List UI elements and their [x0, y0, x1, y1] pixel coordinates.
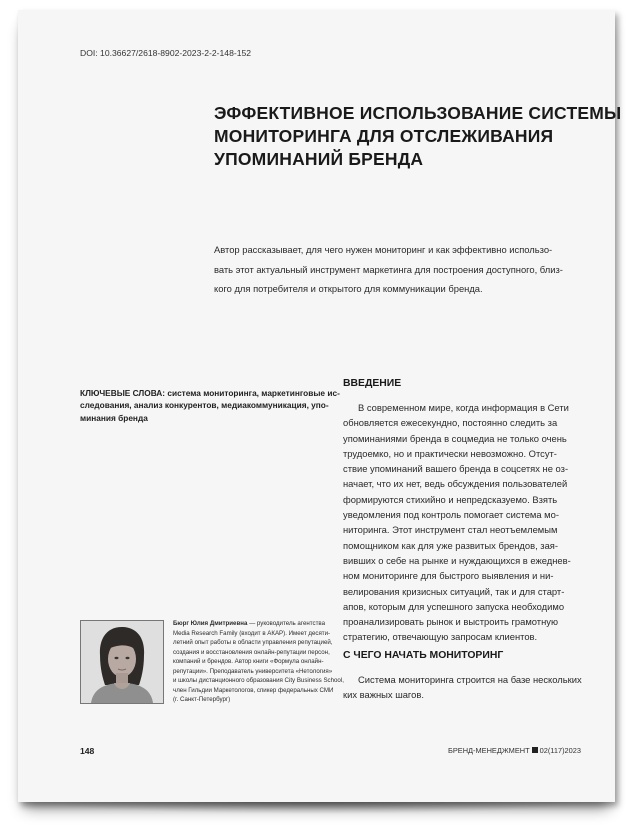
title-line: УПОМИНАНИЙ БРЕНДА: [214, 149, 424, 169]
title-line: ЭФФЕКТИВНОЕ ИСПОЛЬЗОВАНИЕ СИСТЕМЫ: [214, 103, 622, 123]
author-bio-line: (г. Санкт-Петербург): [173, 696, 231, 704]
body-line: вивших о себе на рынке и нуждающихся в ежеднев-: [343, 554, 571, 566]
body-line: ниторинга. Этот инструмент стал неотъемлемым: [343, 524, 558, 536]
body-line: уведомления под контроль помогает система мо-: [343, 509, 559, 521]
author-bio-line: член Гильдии Маркетологов, спикер федеральных СМИ: [173, 686, 334, 694]
body-line: ном мониторинге для быстрого выявления и ни-: [343, 570, 554, 582]
article-title: [214, 102, 622, 171]
body-line: начает, что их нет, ведь обсуждения пользователей: [343, 478, 568, 490]
body-line: упоминаниями бренда в соцмедиа не только очень: [343, 432, 567, 444]
author-bio-line: Media Research Family (входит в АКАР). Имеет десяти-: [173, 629, 331, 637]
page-number: 148: [80, 746, 95, 756]
keywords-block: [80, 387, 338, 424]
body-line: формируются стихийно и непредсказуемо. Взять: [343, 493, 558, 505]
article-abstract: [214, 240, 592, 299]
author-name: Бюрг Юлия Дмитриевна: [173, 620, 248, 627]
author-bio-line: репутации». Преподаватель университета «Нетология»: [173, 667, 333, 675]
body-line: ких важных шагов.: [343, 689, 424, 701]
author-bio-line: компаний и брендов. Автор книги «Формула онлайн-: [173, 658, 324, 666]
journal-issue: 02(117)2023: [539, 746, 581, 755]
keywords-label: КЛЮЧЕВЫЕ СЛОВА:: [80, 388, 166, 398]
page-shadow: [34, 800, 600, 814]
author-bio-line: и школы дистанционного образования City Business School,: [173, 677, 344, 685]
author-bio-line: — руководитель агентства: [247, 620, 325, 627]
body-line: трудоемко, но и практически невозможно. Отсут-: [343, 447, 557, 459]
journal-page: [18, 10, 622, 802]
section-body-start-monitoring: [343, 672, 605, 703]
abstract-line: Автор рассказывает, для чего нужен мониторинг и как эффективно использо-: [214, 244, 553, 255]
body-line: помощником как для уже развитых брендов, зая-: [343, 539, 559, 551]
title-line: МОНИТОРИНГА ДЛЯ ОТСЛЕЖИВАНИЯ: [214, 126, 554, 146]
body-line: апов, которым для успешного запуска необходимо: [343, 600, 565, 612]
abstract-line: кого для потребителя и открытого для коммуникации бренда.: [214, 283, 483, 294]
body-line: Система мониторинга строится на базе нескольких: [358, 674, 582, 685]
keywords-text: система мониторинга, маркетинговые ис-: [165, 388, 340, 398]
body-line: обновляется ежесекундно, постоянно следить за: [343, 417, 558, 429]
author-bio-line: летний опыт работы в области управления репутацией,: [173, 639, 333, 647]
doi-line: DOI: 10.36627/2618-8902-2023-2-2-148-152: [80, 48, 252, 58]
author-bio: [173, 619, 343, 705]
keywords-text: минания бренда: [80, 412, 148, 423]
abstract-line: вать этот актуальный инструмент маркетинга для построения доступного, близ-: [214, 263, 563, 275]
body-line: велирования кризисных ситуаций, так и для старт-: [343, 585, 565, 597]
section-heading-introduction: ВВЕДЕНИЕ: [343, 378, 402, 389]
keywords-text: следования, анализ конкурентов, медиакоммуникация, упо-: [80, 400, 329, 411]
body-line: ствие упоминаний вашего бренда в соцсетях не оз-: [343, 463, 569, 475]
section-body-introduction: [343, 400, 605, 645]
author-bio-line: создания и восстановления онлайн-репутации персон,: [173, 648, 330, 656]
body-line: стратегию, отвечающую запросам клиентов.: [343, 631, 538, 643]
author-portrait-image: [81, 621, 163, 703]
section-heading-start-monitoring: С ЧЕГО НАЧАТЬ МОНИТОРИНГ: [343, 650, 504, 661]
author-photo: [80, 620, 164, 704]
body-line: проанализировать рынок и выстроить грамотную: [343, 616, 558, 628]
square-bullet-icon: [532, 747, 538, 753]
body-line: В современном мире, когда информация в Сети: [358, 402, 569, 413]
journal-name: БРЕНД-МЕНЕДЖМЕНТ: [447, 746, 530, 755]
journal-footer: [448, 746, 581, 755]
